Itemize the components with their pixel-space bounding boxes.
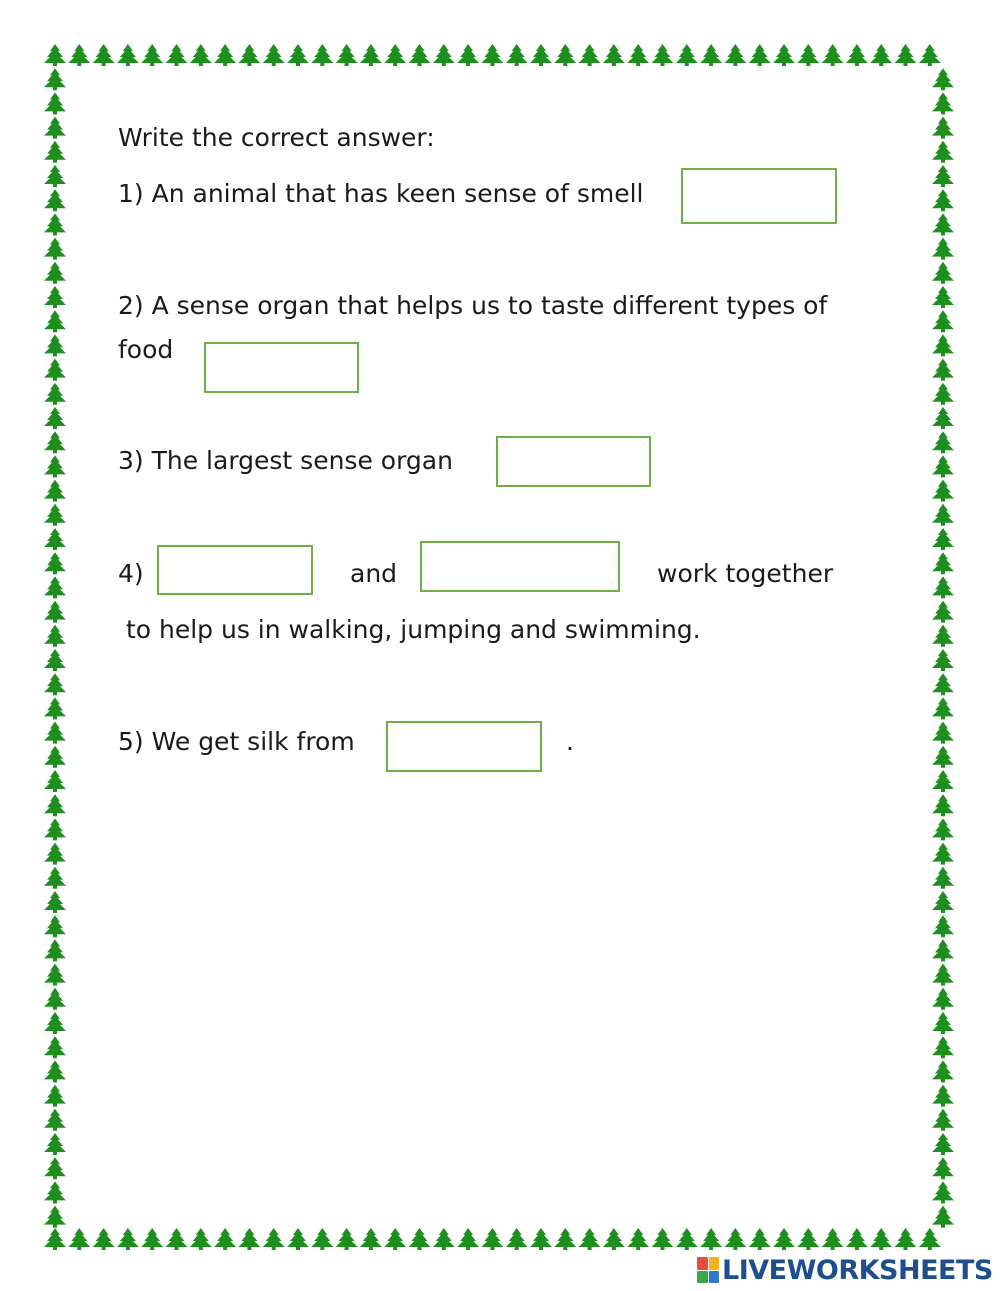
pine-tree-icon	[214, 44, 236, 66]
pine-tree-icon	[409, 44, 431, 66]
pine-tree-icon	[919, 1228, 941, 1250]
pine-tree-icon	[932, 334, 954, 356]
pine-tree-icon	[932, 383, 954, 405]
pine-tree-icon	[932, 818, 954, 840]
pine-tree-icon	[932, 68, 954, 90]
pine-tree-icon	[44, 1060, 66, 1082]
pine-tree-icon	[44, 286, 66, 308]
pine-tree-icon	[166, 1228, 188, 1250]
pine-tree-icon	[481, 44, 503, 66]
brand-name: LIVEWORKSHEETS	[722, 1254, 993, 1286]
pine-tree-icon	[44, 1109, 66, 1131]
pine-tree-icon	[627, 44, 649, 66]
pine-tree-icon	[870, 1228, 892, 1250]
pine-tree-icon	[932, 576, 954, 598]
pine-tree-icon	[190, 44, 212, 66]
pine-tree-icon	[44, 455, 66, 477]
pine-tree-icon	[932, 92, 954, 114]
pine-tree-icon	[932, 552, 954, 574]
question-5-period: .	[566, 727, 574, 756]
pine-tree-icon	[932, 1157, 954, 1179]
pine-tree-icon	[932, 939, 954, 961]
pine-tree-icon	[44, 964, 66, 986]
pine-tree-icon	[932, 407, 954, 429]
pine-tree-icon	[44, 68, 66, 90]
pine-tree-icon	[166, 44, 188, 66]
pine-tree-icon	[932, 770, 954, 792]
pine-tree-icon	[409, 1228, 431, 1250]
pine-tree-icon	[44, 1133, 66, 1155]
pine-tree-icon	[932, 867, 954, 889]
pine-tree-icon	[932, 189, 954, 211]
pine-tree-icon	[932, 165, 954, 187]
pine-tree-icon	[44, 552, 66, 574]
pine-tree-icon	[238, 44, 260, 66]
pine-tree-icon	[44, 165, 66, 187]
pine-tree-icon	[44, 867, 66, 889]
pine-tree-icon	[44, 431, 66, 453]
pine-tree-icon	[44, 1157, 66, 1179]
question-2-line-1: 2) A sense organ that helps us to taste different types of	[118, 291, 828, 320]
pine-tree-icon	[554, 44, 576, 66]
pine-tree-icon	[554, 1228, 576, 1250]
pine-tree-icon	[44, 770, 66, 792]
pine-tree-icon	[932, 746, 954, 768]
question-3-text: 3) The largest sense organ	[118, 446, 453, 475]
pine-tree-icon	[932, 431, 954, 453]
answer-box-1[interactable]	[681, 168, 837, 224]
pine-tree-icon	[530, 44, 552, 66]
pine-tree-icon	[44, 988, 66, 1010]
pine-tree-icon	[932, 1109, 954, 1131]
liveworksheets-logo-icon	[697, 1257, 719, 1283]
pine-tree-icon	[287, 1228, 309, 1250]
pine-tree-icon	[44, 141, 66, 163]
pine-tree-icon	[44, 1206, 66, 1228]
pine-tree-icon	[44, 722, 66, 744]
pine-tree-icon	[603, 44, 625, 66]
pine-tree-icon	[44, 189, 66, 211]
pine-tree-icon	[44, 504, 66, 526]
pine-tree-icon	[44, 697, 66, 719]
pine-tree-icon	[822, 1228, 844, 1250]
pine-tree-icon	[44, 818, 66, 840]
pine-tree-icon	[932, 1206, 954, 1228]
pine-tree-icon	[263, 44, 285, 66]
question-2-line-2: food	[118, 335, 174, 364]
pine-tree-icon	[44, 915, 66, 937]
pine-tree-icon	[68, 44, 90, 66]
pine-tree-icon	[932, 455, 954, 477]
pine-tree-icon	[44, 649, 66, 671]
liveworksheets-brand[interactable]	[697, 1255, 993, 1285]
pine-tree-icon	[822, 44, 844, 66]
pine-tree-icon	[932, 673, 954, 695]
pine-tree-icon	[749, 44, 771, 66]
pine-tree-icon	[44, 1228, 66, 1250]
pine-tree-icon	[44, 383, 66, 405]
pine-tree-icon	[797, 1228, 819, 1250]
pine-tree-icon	[44, 939, 66, 961]
pine-tree-icon	[68, 1228, 90, 1250]
pine-tree-icon	[603, 1228, 625, 1250]
pine-tree-icon	[263, 1228, 285, 1250]
pine-tree-icon	[700, 1228, 722, 1250]
pine-tree-icon	[530, 1228, 552, 1250]
pine-tree-icon	[932, 504, 954, 526]
pine-tree-icon	[932, 1133, 954, 1155]
pine-tree-icon	[895, 1228, 917, 1250]
pine-tree-icon	[797, 44, 819, 66]
question-4-and: and	[350, 559, 398, 588]
pine-tree-icon	[870, 44, 892, 66]
pine-tree-icon	[44, 673, 66, 695]
pine-tree-icon	[433, 44, 455, 66]
pine-tree-icon	[652, 44, 674, 66]
pine-tree-icon	[44, 1012, 66, 1034]
pine-tree-icon	[652, 1228, 674, 1250]
pine-tree-icon	[932, 117, 954, 139]
pine-tree-icon	[311, 1228, 333, 1250]
pine-tree-icon	[44, 310, 66, 332]
question-4-tail: work together	[657, 559, 834, 588]
pine-tree-icon	[336, 1228, 358, 1250]
pine-tree-icon	[676, 1228, 698, 1250]
pine-tree-icon	[141, 44, 163, 66]
answer-box-3[interactable]	[496, 436, 651, 487]
pine-tree-icon	[214, 1228, 236, 1250]
pine-tree-icon	[44, 625, 66, 647]
pine-tree-icon	[932, 528, 954, 550]
pine-tree-icon	[457, 44, 479, 66]
pine-tree-icon	[384, 1228, 406, 1250]
pine-tree-icon	[932, 601, 954, 623]
pine-tree-icon	[773, 1228, 795, 1250]
pine-tree-icon	[44, 480, 66, 502]
pine-tree-icon	[44, 891, 66, 913]
pine-tree-icon	[932, 794, 954, 816]
pine-tree-icon	[919, 44, 941, 66]
pine-tree-icon	[433, 1228, 455, 1250]
pine-tree-icon	[360, 44, 382, 66]
pine-tree-icon	[846, 44, 868, 66]
pine-tree-icon	[44, 213, 66, 235]
pine-tree-icon	[384, 44, 406, 66]
pine-tree-icon	[44, 359, 66, 381]
pine-tree-icon	[141, 1228, 163, 1250]
pine-tree-icon	[190, 1228, 212, 1250]
pine-tree-icon	[724, 44, 746, 66]
pine-tree-icon	[93, 44, 115, 66]
pine-tree-icon	[676, 44, 698, 66]
pine-tree-icon	[932, 891, 954, 913]
pine-tree-icon	[846, 1228, 868, 1250]
pine-tree-icon	[932, 697, 954, 719]
pine-tree-icon	[932, 359, 954, 381]
pine-tree-icon	[44, 1036, 66, 1058]
pine-tree-icon	[932, 213, 954, 235]
answer-box-4b[interactable]	[420, 541, 620, 592]
pine-tree-icon	[287, 44, 309, 66]
pine-tree-icon	[932, 649, 954, 671]
pine-tree-icon	[773, 44, 795, 66]
pine-tree-icon	[627, 1228, 649, 1250]
pine-tree-icon	[44, 262, 66, 284]
pine-tree-icon	[360, 1228, 382, 1250]
pine-tree-icon	[932, 625, 954, 647]
question-4-line-2: to help us in walking, jumping and swimming.	[118, 615, 701, 644]
pine-tree-icon	[44, 528, 66, 550]
pine-tree-icon	[44, 576, 66, 598]
pine-tree-icon	[117, 1228, 139, 1250]
answer-box-5[interactable]	[386, 721, 542, 772]
pine-tree-icon	[44, 44, 66, 66]
instruction-text: Write the correct answer:	[118, 123, 435, 152]
pine-tree-icon	[749, 1228, 771, 1250]
pine-tree-icon	[336, 44, 358, 66]
pine-tree-icon	[44, 407, 66, 429]
pine-tree-icon	[481, 1228, 503, 1250]
pine-tree-icon	[44, 92, 66, 114]
pine-tree-icon	[311, 44, 333, 66]
pine-tree-icon	[932, 915, 954, 937]
pine-tree-icon	[932, 722, 954, 744]
pine-tree-icon	[93, 1228, 115, 1250]
question-4-number: 4)	[118, 559, 144, 588]
pine-tree-icon	[932, 286, 954, 308]
pine-tree-icon	[457, 1228, 479, 1250]
pine-tree-icon	[44, 334, 66, 356]
answer-box-2[interactable]	[204, 342, 359, 393]
pine-tree-icon	[44, 601, 66, 623]
pine-tree-icon	[932, 1060, 954, 1082]
pine-tree-icon	[895, 44, 917, 66]
pine-tree-icon	[44, 117, 66, 139]
pine-tree-icon	[932, 480, 954, 502]
pine-tree-icon	[506, 44, 528, 66]
pine-tree-icon	[932, 238, 954, 260]
pine-tree-icon	[932, 1036, 954, 1058]
pine-tree-icon	[44, 843, 66, 865]
pine-tree-icon	[579, 44, 601, 66]
pine-tree-icon	[44, 1085, 66, 1107]
pine-tree-icon	[724, 1228, 746, 1250]
pine-tree-icon	[932, 988, 954, 1010]
pine-tree-icon	[579, 1228, 601, 1250]
pine-tree-icon	[932, 310, 954, 332]
pine-tree-icon	[932, 141, 954, 163]
pine-tree-icon	[932, 1012, 954, 1034]
answer-box-4a[interactable]	[157, 545, 313, 595]
pine-tree-icon	[932, 843, 954, 865]
pine-tree-icon	[932, 1085, 954, 1107]
pine-tree-icon	[932, 964, 954, 986]
pine-tree-icon	[44, 794, 66, 816]
question-5-text: 5) We get silk from	[118, 727, 355, 756]
pine-tree-icon	[44, 238, 66, 260]
pine-tree-icon	[44, 1181, 66, 1203]
pine-tree-icon	[238, 1228, 260, 1250]
pine-tree-icon	[117, 44, 139, 66]
pine-tree-icon	[44, 746, 66, 768]
pine-tree-icon	[506, 1228, 528, 1250]
pine-tree-icon	[932, 1181, 954, 1203]
pine-tree-icon	[700, 44, 722, 66]
pine-tree-icon	[932, 262, 954, 284]
question-1-text: 1) An animal that has keen sense of smell	[118, 179, 644, 208]
